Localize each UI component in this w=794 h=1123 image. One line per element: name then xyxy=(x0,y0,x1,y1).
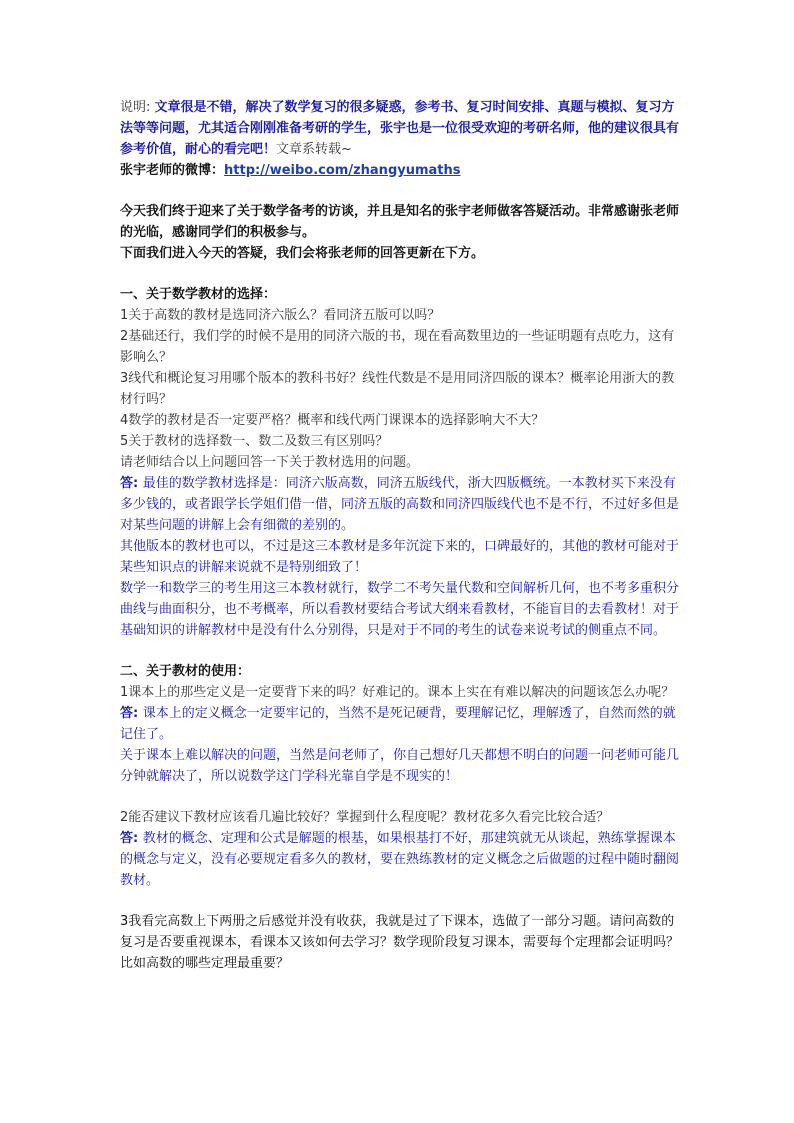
weibo-link[interactable]: http://weibo.com/zhangyumaths xyxy=(224,163,461,178)
intro-paragraph xyxy=(120,97,680,160)
answer-label: 答: xyxy=(120,706,143,721)
section1-question-4: 4数学的教材是否一定要严格？概率和线代两门课课本的选择影响大不大？ xyxy=(120,413,545,428)
weibo-label: 张宇老师的微博： xyxy=(120,163,225,178)
section1-request: 请老师结合以上问题回答一下关于教材选用的问题。 xyxy=(120,455,420,470)
intro-suffix: 文章系转载~ xyxy=(276,142,352,157)
section1-answer-1 xyxy=(120,473,680,536)
opening-line-2: 下面我们进入今天的答疑，我们会将张老师的回答更新在下方。 xyxy=(120,246,485,261)
section1-answer-2: 其他版本的教材也可以，不过是这三本教材是多年沉淀下来的，口碑最好的，其他的教材可能对于某些知识点的讲解来说就不是特别细致了！ xyxy=(120,539,680,575)
intro-label: 说明: xyxy=(120,100,155,115)
opening-line-1: 今天我们终于迎来了关于数学备考的访谈，并且是知名的张宇老师做客答疑活动。非常感谢张老师的光临，感谢同学们的积极参与。 xyxy=(120,204,680,240)
section2-question-3: 3我看完高数上下两册之后感觉并没有收获，我就是过了下课本，选做了一部分习题。请问高数的复习是否要重视课本，看课本又该如何去学习？数学现阶段复习课本，需要每个定理都会证明吗？比如高数的哪些定理最重要？ xyxy=(120,914,680,971)
section2-answer-1 xyxy=(120,703,680,745)
answer-text: 教材的概念、定理和公式是解题的根基，如果根基打不好，那建筑就无从谈起，熟练掌握课本的概念与定义，没有必要规定看多久的教材，要在熟练教材的定义概念之后做题的过程中随时翻阅教材。 xyxy=(120,831,680,888)
weibo-line xyxy=(120,160,680,181)
section2-question-2: 2能否建议下教材应该看几遍比较好？掌握到什么程度呢？教材花多久看完比较合适？ xyxy=(120,810,610,825)
answer-label: 答: xyxy=(120,831,143,846)
answer-text: 最佳的数学教材选择是：同济六版高数，同济五版线代，浙大四版概统。一本教材买下来没有多少钱的，或者跟学长学姐们借一借，同济五版的高数和同济四版线代也不是不行，不过好多但是对某些问题的讲解上会有细微的差别的。 xyxy=(120,476,680,533)
section2-answer-1b: 关于课本上难以解决的问题，当然是问老师了，你自己想好几天都想不明白的问题一问老师可能几分钟就解决了，所以说数学这门学科光靠自学是不现实的！ xyxy=(120,748,680,784)
answer-label: 答: xyxy=(120,476,143,491)
section1-question-2: 2基础还行，我们学的时候不是用的同济六版的书，现在看高数里边的一些证明题有点吃力，这有影响么？ xyxy=(120,329,675,365)
intro-text: 文章很是不错，解决了数学复习的很多疑惑，参考书、复习时间安排、真题与模拟、复习方法等等问题，尤其适合刚刚准备考研的学生，张宇也是一位很受欢迎的考研名师，他的建议很具有参考价值，耐心的看完吧！ xyxy=(120,100,680,157)
answer-text: 课本上的定义概念一定要牢记的，当然不是死记硬背，要理解记忆，理解透了，自然而然的就记住了。 xyxy=(120,706,676,742)
section1-answer-3: 数学一和数学三的考生用这三本教材就行，数学二不考矢量代数和空间解析几何，也不考多重积分曲线与曲面积分，也不考概率，所以看教材要结合考试大纲来看教材，不能盲目的去看教材！对于基础知识的讲解教材中是没有什么分别得，只是对于不同的考生的试卷来说考试的侧重点不同。 xyxy=(120,581,680,638)
section1-question-5: 5关于教材的选择数一、数二及数三有区别吗？ xyxy=(120,434,389,449)
section2-question-1: 1课本上的那些定义是一定要背下来的吗？好难记的。课本上实在有难以解决的问题该怎么办呢？ xyxy=(120,685,675,700)
document-page xyxy=(120,97,680,974)
section1-question-3: 3线代和概论复习用哪个版本的教科书好？线性代数是不是用同济四版的课本？概率论用浙大的教材行吗？ xyxy=(120,371,675,407)
section1-question-1: 1关于高数的教材是选同济六版么？看同济五版可以吗？ xyxy=(120,308,441,323)
section1-title: 一、关于数学教材的选择： xyxy=(120,287,277,302)
section2-title: 二、关于教材的使用： xyxy=(120,664,251,679)
section2-answer-2 xyxy=(120,828,680,891)
